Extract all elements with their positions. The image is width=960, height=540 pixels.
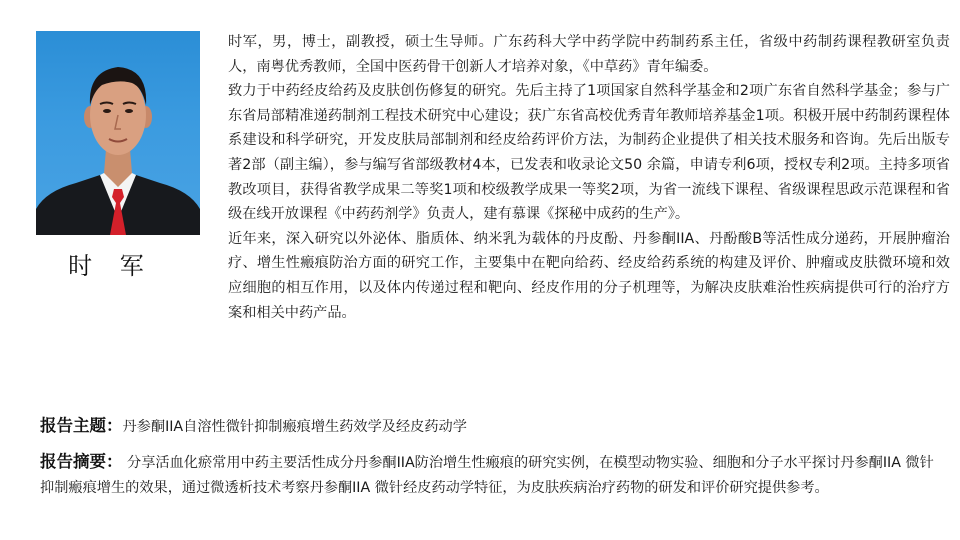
speaker-bio <box>228 30 950 325</box>
bio-paragraph: 近年来，深入研究以外泌体、脂质体、纳米乳为载体的丹皮酚、丹参酮IIA、丹酚酸B等活性成分递药，开展肿瘤治疗、增生性瘢痕防治方面的研究工作，主要集中在靶向给药、经皮给药系统的构建及评价、肿瘤或皮肤微环境和效应细胞的相互作用，以及体内传递过程和靶向、经皮作用的分子机理等，为解决皮肤难治性疾病提供可行的治疗方案和相关中药产品。 <box>228 230 950 321</box>
report-abstract-label: 报告摘要： <box>40 452 123 471</box>
report-abstract <box>40 450 945 500</box>
report-abstract-text: 分享活血化瘀常用中药主要活性成分丹参酮IIA防治增生性瘢痕的研究实例，在模型动物实验、细胞和分子水平探讨丹参酮IIA 微针抑制瘢痕增生的效果，通过微透析技术考察丹参酮IIA 微针经皮药动学特征，为皮肤疾病治疗药物的研发和评价研究提供参考。 <box>40 455 934 496</box>
bio-paragraph: 致力于中药经皮给药及皮肤创伤修复的研究。先后主持了1项国家自然科学基金和2项广东省自然科学基金；参与广东省局部精准递药制剂工程技术研究中心建设；获广东省高校优秀青年教师培养基金1项。积极开展中药制药课程体系建设和科学研究，开发皮肤局部制剂和经皮给药评价方法，为制药企业提供了相关技术服务和咨询。先后出版专著2部（副主编），参与编写省部级教材4本，已发表和收录论文50 余篇，申请专利6项，授权专利2项。主持多项省教改项目，获得省教学成果二等奖1项和校级教学成果一等奖2项，为省一流线下课程、省级课程思政示范课程和省级在线开放课程《中药药剂学》负责人，建有慕课《探秘中成药的生产》。 <box>228 83 950 223</box>
speaker-name: 时 军 <box>68 252 154 280</box>
report-topic <box>40 414 945 440</box>
bio-paragraph: 时军，男，博士，副教授，硕士生导师。广东药科大学中药学院中药制药系主任，省级中药制药课程教研室负责人，南粤优秀教师，全国中医药骨干创新人才培养对象，《中草药》青年编委。 <box>228 34 950 75</box>
speaker-photo <box>36 31 200 235</box>
report-topic-text: 丹参酮IIA自溶性微针抑制瘢痕增生药效学及经皮药动学 <box>122 419 467 435</box>
report-topic-label: 报告主题： <box>40 416 123 435</box>
